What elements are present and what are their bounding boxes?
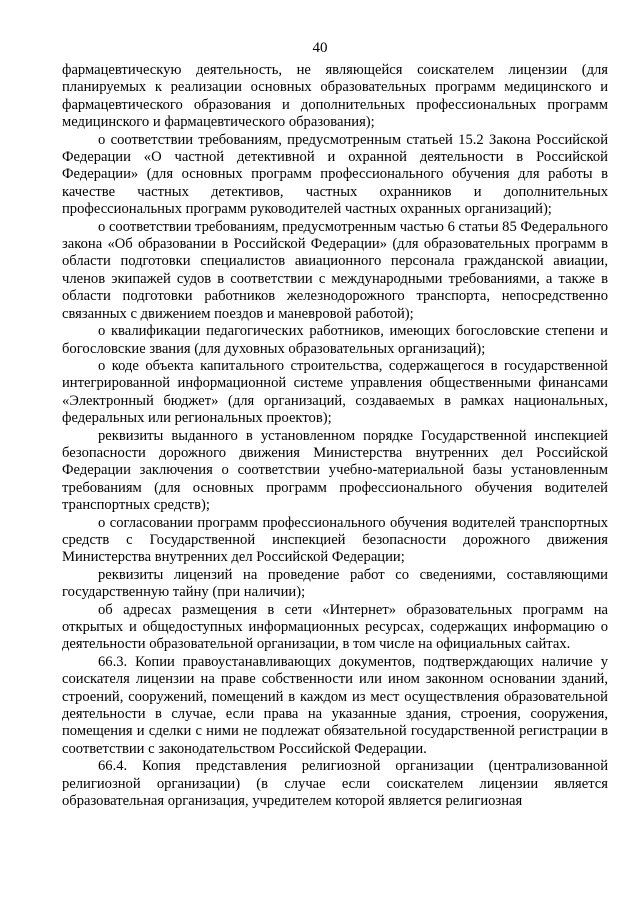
paragraph: о соответствии требованиям, предусмотренным статьей 15.2 Закона Российской Федерации «О частной детективной и охранной деятельности в Российской Федерации» (для основных программ профессионального обучения для работы в качестве частных детективов, частных охранников и дополнительных профессиональных программ руководителей частных охранных организаций); (62, 131, 608, 218)
paragraph: о квалификации педагогических работников, имеющих богословские степени и богословские звания (для духовных образовательных организаций); (62, 323, 608, 357)
paragraph: реквизиты лицензий на проведение работ со сведениями, составляющими государственную тайну (при наличии); (62, 566, 608, 601)
paragraph: о соответствии требованиям, предусмотренным частью 6 статьи 85 Федерального закона «Об образовании в Российской Федерации» (для образовательных программ в области подготовки специалистов авиационного персонала гражданской авиации, членов экипажей судов в соответствии с международными требованиями, а также в области подготовки работников железнодорожного транспорта, непосредственно связанных с движением поездов и маневровой работой); (62, 218, 608, 322)
page-number: 40 (312, 40, 328, 56)
paragraph: об адресах размещения в сети «Интернет» образовательных программ на открытых и общедоступных информационных ресурсах, содержащих информацию о деятельности образовательной организации, в том числе на официальных сайтах. (62, 601, 608, 653)
paragraph: реквизиты выданного в установленном порядке Государственной инспекцией безопасности дорожного движения Министерства внутренних дел Российской Федерации заключения о соответствии учебно-материальной базы установленным требованиям (для основных программ профессионального обучения водителей транспортных средств); (62, 427, 608, 514)
paragraph: 66.4. Копия представления религиозной организации (централизованной религиозной организации) (в случае если соискателем лицензии является образовательная организация, учредителем которой является религиозная (62, 758, 608, 810)
paragraph: 66.3. Копии правоустанавливающих документов, подтверждающих наличие у соискателя лицензии на праве собственности или ином законном основании зданий, строений, сооружений, помещений в каждом из мест осуществления образовательной деятельности в случае, если права на указанные здания, строения, сооружения, помещения и сделки с ними не подлежат обязательной государственной регистрации в соответствии с законодательством Российской Федерации. (62, 653, 608, 757)
document-body (62, 62, 608, 810)
paragraph: о коде объекта капитального строительства, содержащегося в государственной интегрированной информационной системе управления общественными финансами «Электронный бюджет» (для организаций, создаваемых в рамках национальных, федеральных или региональных проектов); (62, 357, 608, 427)
paragraph: фармацевтическую деятельность, не являющейся соискателем лицензии (для планируемых к реализации основных образовательных программ медицинского и фармацевтического образования и дополнительных профессиональных программ медицинского и фармацевтического образования); (62, 62, 608, 131)
paragraph: о согласовании программ профессионального обучения водителей транспортных средств с Государственной инспекцией безопасности дорожного движения Министерства внутренних дел Российской Федерации; (62, 514, 608, 566)
